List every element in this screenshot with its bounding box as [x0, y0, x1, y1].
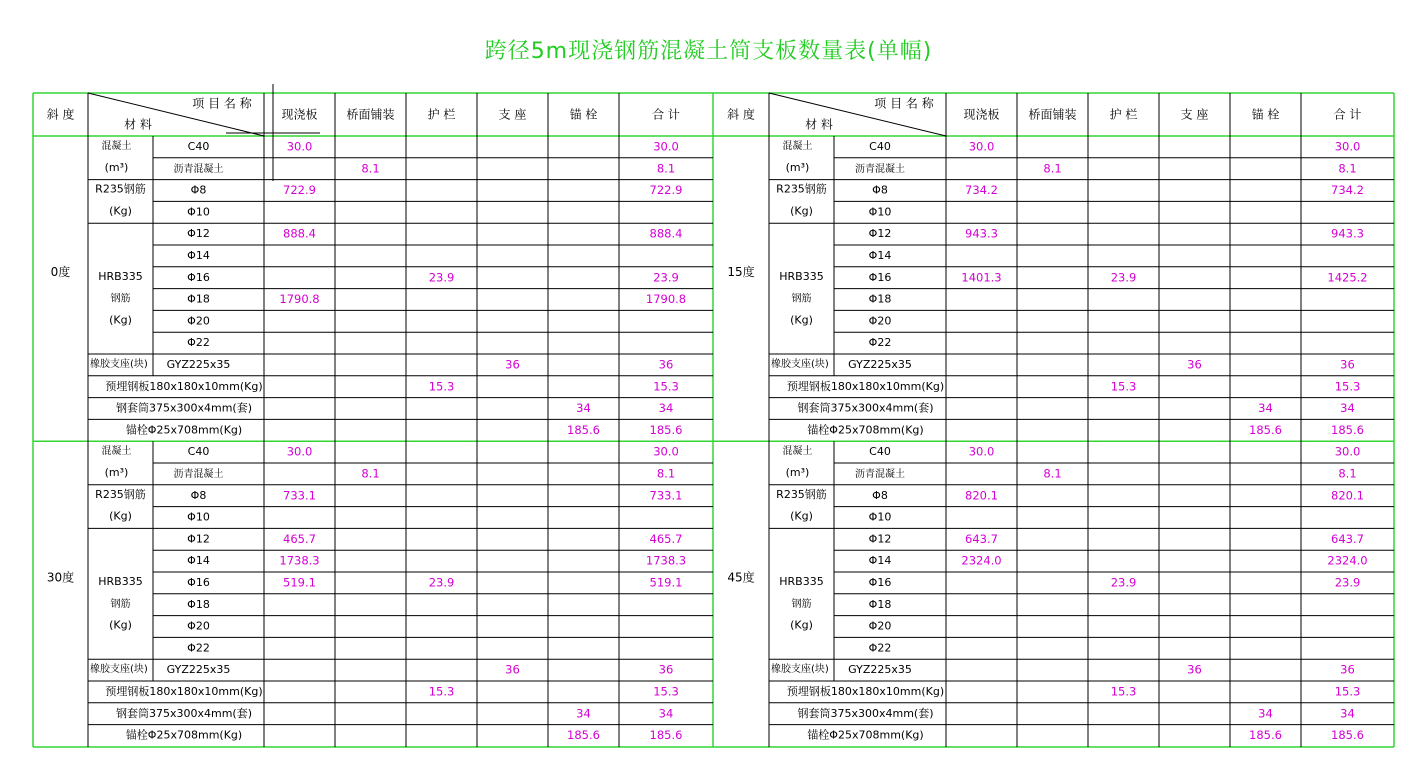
header-material: 材 料	[124, 117, 152, 132]
label-r235: R235钢筋	[776, 487, 827, 501]
value-cell: 820.1	[965, 488, 998, 503]
label-bearing: 橡胶支座(块)	[90, 359, 148, 370]
row-label-phi20: Φ20	[868, 619, 892, 633]
value-cell: 1401.3	[961, 270, 1002, 285]
value-cell: 34	[1258, 706, 1273, 721]
label-concrete-unit: (m³)	[104, 160, 129, 174]
value-cell: 519.1	[283, 575, 316, 590]
header-col-3: 支 座	[498, 107, 527, 122]
value-cell: 734.2	[1331, 183, 1364, 198]
label-hrb-steel: 钢筋	[791, 598, 812, 610]
row-label-steel_sleeve: 钢套筒375x300x4mm(套)	[115, 401, 253, 415]
row-label-asphalt: 沥青混凝土	[173, 469, 224, 480]
value-cell: 820.1	[1331, 488, 1364, 503]
value-cell: 643.7	[1331, 531, 1364, 546]
value-cell: 185.6	[649, 422, 683, 437]
row-label-phi22: Φ22	[187, 641, 210, 655]
row-label-phi16: Φ16	[187, 270, 210, 284]
value-cell: 185.6	[1331, 728, 1364, 743]
label-bearing: 橡胶支座(块)	[90, 664, 148, 676]
row-label-phi8: Φ8	[190, 183, 207, 197]
value-cell: 465.7	[283, 531, 316, 546]
row-label-phi10: Φ10	[187, 510, 210, 524]
header-material: 材 料	[805, 117, 833, 132]
value-cell: 733.1	[283, 488, 316, 503]
header-col-4: 锚 栓	[569, 107, 598, 122]
row-label-c40: C40	[187, 445, 210, 459]
value-cell: 34	[658, 401, 674, 416]
label-hrb: HRB335	[98, 575, 143, 588]
row-label-phi20: Φ20	[187, 619, 210, 633]
row-label-anchor_bolt: 锚栓Φ25x708mm(Kg)	[125, 728, 243, 742]
row-label-phi10: Φ10	[868, 205, 892, 219]
label-concrete-unit: (m³)	[104, 466, 129, 479]
value-cell: 30.0	[286, 444, 313, 459]
header-item-name: 项 目 名 称	[192, 96, 252, 111]
value-cell: 943.3	[1331, 226, 1364, 241]
row-label-anchor_bolt: 锚栓Φ25x708mm(Kg)	[807, 423, 924, 437]
value-cell: 30.0	[653, 444, 679, 459]
row-label-steel_sleeve: 钢套筒375x300x4mm(套)	[115, 706, 253, 720]
value-cell: 185.6	[567, 728, 600, 743]
value-cell: 15.3	[1110, 684, 1137, 699]
value-cell: 722.9	[649, 183, 683, 198]
label-hrb-steel: 钢筋	[110, 293, 131, 305]
row-label-phi8: Φ8	[190, 488, 207, 502]
label-bearing: 橡胶支座(块)	[771, 664, 829, 676]
value-cell: 15.3	[1110, 379, 1137, 394]
value-cell: 36	[505, 357, 520, 372]
label-hrb-steel: 钢筋	[791, 293, 812, 305]
row-label-embedded_plate: 预埋钢板180x180x10mm(Kg)	[105, 685, 263, 698]
value-cell: 15.3	[653, 684, 679, 699]
label-bearing: 橡胶支座(块)	[771, 359, 829, 370]
row-label-phi10: Φ10	[868, 510, 892, 524]
row-label-phi8: Φ8	[872, 183, 888, 197]
value-cell: 34	[658, 706, 674, 721]
label-hrb: HRB335	[779, 575, 824, 588]
label-hrb: HRB335	[779, 269, 824, 283]
row-label-phi16: Φ16	[868, 270, 892, 284]
value-cell: 23.9	[1334, 575, 1361, 590]
section-skew-label: 45度	[727, 570, 755, 585]
row-label-embedded_plate: 预埋钢板180x180x10mm(Kg)	[786, 379, 945, 393]
row-label-phi10: Φ10	[187, 205, 210, 219]
label-hrb-unit: (Kg)	[790, 313, 813, 327]
row-label-phi20: Φ20	[187, 314, 210, 328]
value-cell: 1790.8	[279, 292, 320, 307]
row-label-asphalt: 沥青混凝土	[855, 163, 905, 175]
row-label-phi18: Φ18	[187, 597, 210, 611]
row-label-phi16: Φ16	[187, 576, 210, 589]
label-r235-unit: (Kg)	[109, 509, 132, 523]
value-cell: 30.0	[1334, 139, 1361, 154]
row-label-phi14: Φ14	[868, 249, 892, 262]
row-label-phi8: Φ8	[872, 488, 888, 502]
label-concrete: 混凝土	[101, 446, 132, 458]
row-label-phi20: Φ20	[868, 314, 892, 328]
row-label-phi14: Φ14	[187, 249, 210, 262]
label-hrb-steel: 钢筋	[110, 598, 131, 610]
value-cell: 15.3	[653, 379, 679, 394]
value-cell: 1425.2	[1327, 270, 1368, 285]
table-title: 跨径5m现浇钢筋混凝土简支板数量表(单幅)	[484, 39, 933, 64]
label-hrb-unit: (Kg)	[790, 618, 813, 632]
value-cell: 34	[1340, 401, 1355, 416]
value-cell: 36	[505, 662, 520, 677]
label-concrete: 混凝土	[782, 141, 813, 152]
header-col-1: 桥面铺装	[346, 107, 395, 122]
header-col-5: 合 计	[652, 107, 680, 122]
label-concrete: 混凝土	[782, 446, 813, 458]
header-col-2: 护 栏	[1109, 107, 1138, 122]
value-cell: 36	[1187, 357, 1202, 372]
row-label-phi14: Φ14	[187, 554, 210, 568]
label-hrb-unit: (Kg)	[109, 313, 132, 327]
label-r235: R235钢筋	[776, 182, 827, 196]
value-cell: 34	[576, 706, 591, 721]
label-hrb: HRB335	[98, 269, 143, 283]
row-label-bearing_spec: GYZ225x35	[848, 358, 912, 371]
value-cell: 36	[1340, 662, 1355, 677]
value-cell: 30.0	[1334, 444, 1361, 459]
row-label-anchor_bolt: 锚栓Φ25x708mm(Kg)	[125, 423, 243, 437]
row-label-anchor_bolt: 锚栓Φ25x708mm(Kg)	[807, 728, 924, 742]
value-cell: 8.1	[361, 466, 380, 481]
row-label-bearing_spec: GYZ225x35	[166, 358, 231, 371]
value-cell: 1790.8	[645, 292, 687, 307]
row-label-phi12: Φ12	[868, 227, 892, 241]
value-cell: 15.3	[428, 684, 455, 699]
section-skew-label: 30度	[46, 570, 75, 585]
value-cell: 943.3	[965, 226, 998, 241]
value-cell: 30.0	[286, 139, 313, 154]
row-label-phi22: Φ22	[187, 336, 210, 350]
header-item-name: 项 目 名 称	[874, 96, 934, 111]
row-label-bearing_spec: GYZ225x35	[166, 663, 231, 677]
row-label-asphalt: 沥青混凝土	[855, 469, 905, 480]
value-cell: 465.7	[649, 531, 683, 546]
label-concrete: 混凝土	[101, 141, 132, 152]
value-cell: 2324.0	[1327, 553, 1368, 568]
header-col-5: 合 计	[1333, 107, 1362, 122]
value-cell: 30.0	[653, 139, 679, 154]
section-skew-label: 15度	[727, 265, 755, 280]
row-label-phi18: Φ18	[868, 597, 892, 611]
row-label-steel_sleeve: 钢套筒375x300x4mm(套)	[797, 706, 934, 720]
value-cell: 15.3	[1334, 684, 1361, 699]
value-cell: 734.2	[965, 183, 998, 198]
value-cell: 1738.3	[645, 553, 687, 568]
value-cell: 23.9	[1110, 575, 1137, 590]
value-cell: 2324.0	[961, 553, 1002, 568]
row-label-phi12: Φ12	[187, 532, 210, 546]
row-label-c40: C40	[869, 445, 891, 459]
label-r235-unit: (Kg)	[109, 204, 132, 218]
row-label-phi14: Φ14	[868, 554, 892, 568]
value-cell: 185.6	[1249, 422, 1282, 437]
value-cell: 15.3	[1334, 379, 1361, 394]
value-cell: 8.1	[656, 161, 676, 176]
value-cell: 185.6	[1331, 422, 1364, 437]
value-cell: 519.1	[649, 575, 683, 590]
value-cell: 185.6	[649, 728, 683, 743]
value-cell: 23.9	[428, 575, 455, 590]
value-cell: 185.6	[567, 422, 600, 437]
value-cell: 15.3	[428, 379, 455, 394]
value-cell: 8.1	[1043, 161, 1062, 176]
row-label-embedded_plate: 预埋钢板180x180x10mm(Kg)	[786, 685, 945, 698]
value-cell: 34	[1340, 706, 1355, 721]
row-label-bearing_spec: GYZ225x35	[848, 663, 912, 677]
value-cell: 888.4	[649, 226, 683, 241]
value-cell: 36	[658, 357, 674, 372]
row-label-embedded_plate: 预埋钢板180x180x10mm(Kg)	[105, 379, 263, 393]
header-col-2: 护 栏	[427, 107, 456, 122]
label-r235: R235钢筋	[95, 487, 146, 501]
value-cell: 643.7	[965, 531, 998, 546]
value-cell: 8.1	[1043, 466, 1062, 481]
row-label-phi12: Φ12	[187, 227, 210, 241]
row-label-phi18: Φ18	[187, 292, 210, 306]
value-cell: 1738.3	[279, 553, 320, 568]
value-cell: 23.9	[1110, 270, 1137, 285]
label-r235-unit: (Kg)	[790, 204, 813, 218]
header-skew: 斜 度	[46, 107, 75, 122]
header-col-3: 支 座	[1180, 107, 1209, 122]
value-cell: 8.1	[1338, 161, 1357, 176]
value-cell: 23.9	[428, 270, 455, 285]
row-label-c40: C40	[187, 140, 210, 153]
value-cell: 722.9	[283, 183, 316, 198]
row-label-asphalt: 沥青混凝土	[173, 163, 224, 175]
value-cell: 30.0	[968, 139, 995, 154]
row-label-phi16: Φ16	[868, 576, 892, 589]
value-cell: 23.9	[653, 270, 679, 285]
value-cell: 8.1	[656, 466, 676, 481]
header-col-0: 现浇板	[963, 107, 1000, 122]
row-label-phi18: Φ18	[868, 292, 892, 306]
row-label-phi22: Φ22	[868, 641, 892, 655]
header-col-0: 现浇板	[281, 107, 318, 122]
label-r235: R235钢筋	[95, 182, 146, 196]
section-skew-label: 0度	[50, 265, 71, 280]
header-skew: 斜 度	[727, 107, 755, 122]
value-cell: 36	[658, 662, 674, 677]
value-cell: 8.1	[1338, 466, 1357, 481]
label-r235-unit: (Kg)	[790, 509, 813, 523]
label-hrb-unit: (Kg)	[109, 618, 132, 632]
value-cell: 36	[1340, 357, 1355, 372]
value-cell: 185.6	[1249, 728, 1282, 743]
label-concrete-unit: (m³)	[785, 160, 810, 174]
header-col-1: 桥面铺装	[1028, 107, 1077, 122]
row-label-phi22: Φ22	[868, 336, 892, 350]
value-cell: 34	[576, 401, 591, 416]
row-label-phi12: Φ12	[868, 532, 892, 546]
value-cell: 733.1	[649, 488, 683, 503]
value-cell: 888.4	[283, 226, 316, 241]
value-cell: 8.1	[361, 161, 380, 176]
value-cell: 36	[1187, 662, 1202, 677]
row-label-steel_sleeve: 钢套筒375x300x4mm(套)	[797, 401, 934, 415]
row-label-c40: C40	[869, 140, 891, 153]
header-col-4: 锚 栓	[1251, 107, 1280, 122]
value-cell: 34	[1258, 401, 1273, 416]
label-concrete-unit: (m³)	[785, 466, 810, 479]
value-cell: 30.0	[968, 444, 995, 459]
